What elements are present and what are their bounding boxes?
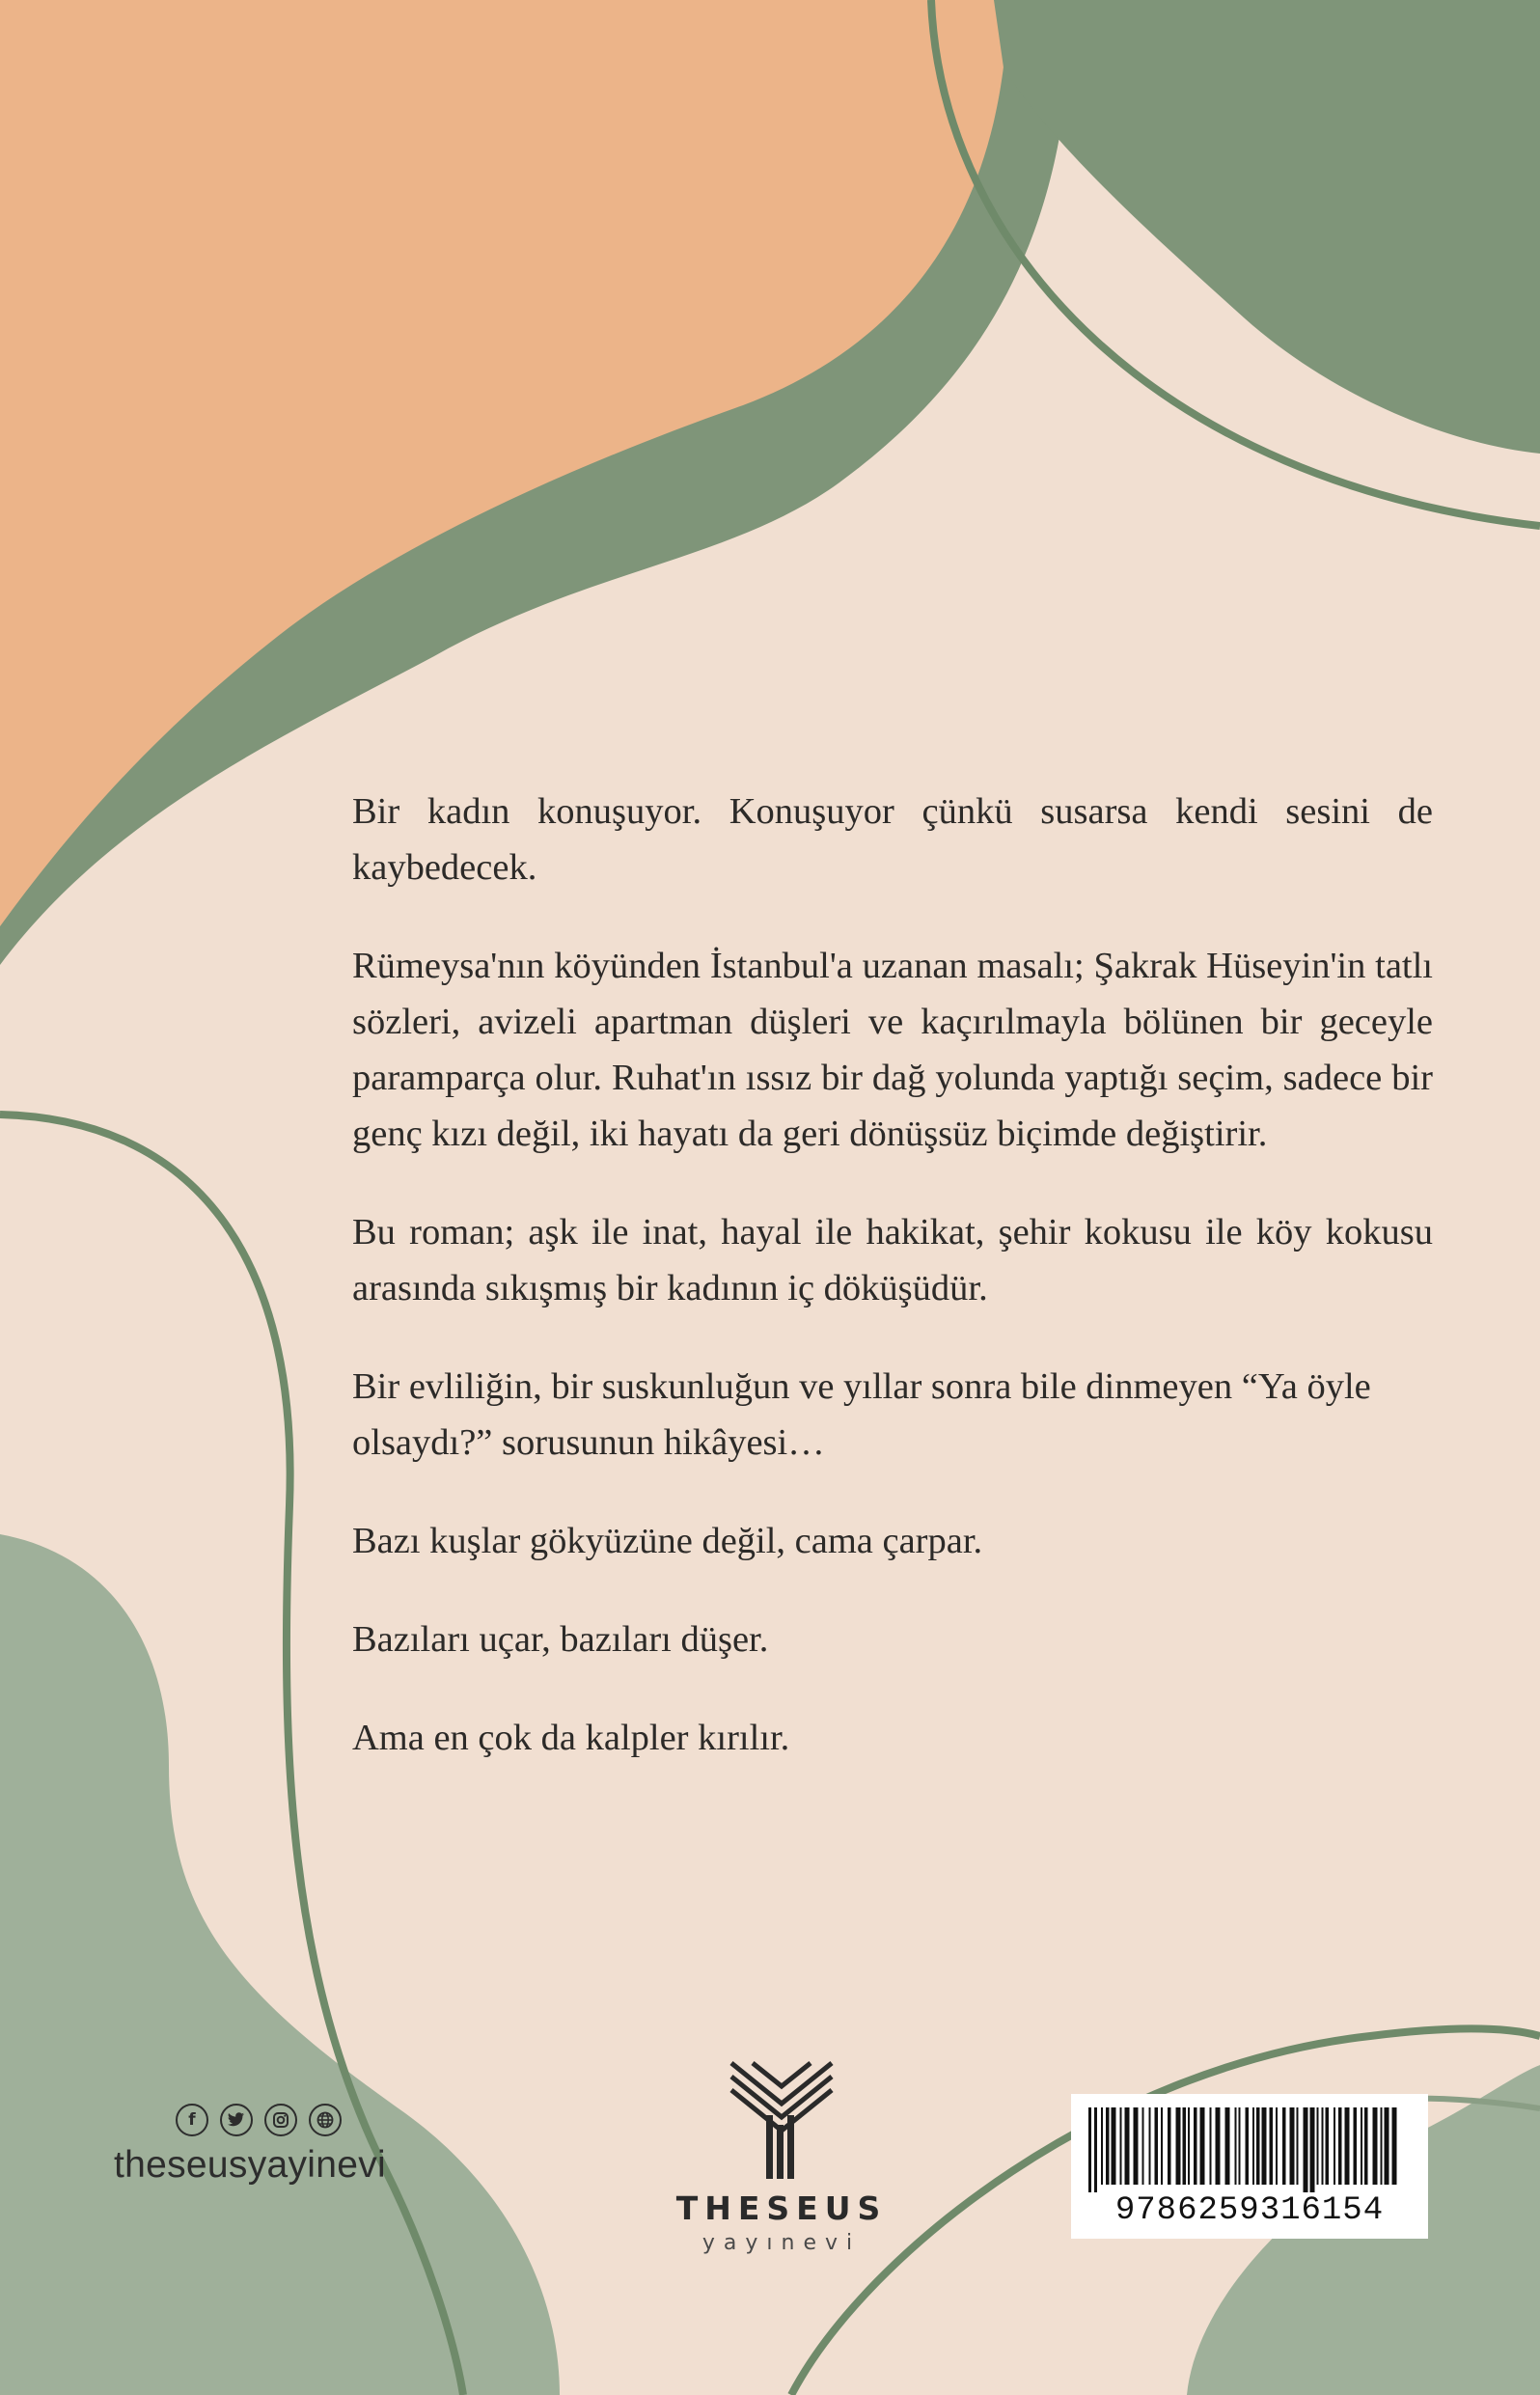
barcode-bar [1310,2107,1315,2192]
social-block [114,2104,442,2187]
barcode-bar [1322,2107,1324,2185]
publisher-name: THESEUS [675,2189,888,2227]
barcode-bar [1235,2107,1237,2185]
isbn-barcode [1071,2094,1428,2239]
barcode-bar [1094,2107,1097,2192]
barcode-bar [1210,2107,1212,2185]
barcode-bar [1276,2107,1278,2185]
instagram-icon [264,2104,297,2136]
barcode-bar [1194,2107,1197,2185]
barcode-bar [1364,2107,1368,2185]
barcode-bar [1334,2107,1335,2185]
barcode-bar [1297,2107,1299,2185]
publisher-logo [637,2055,926,2255]
barcode-bar [1225,2107,1230,2185]
barcode-bar [1200,2107,1205,2185]
barcode-bar [1385,2107,1389,2185]
barcode-bar [1256,2107,1260,2185]
barcode-bar [1112,2107,1116,2185]
barcode-bar [1361,2107,1362,2185]
barcode-bar [1270,2107,1274,2185]
barcode-bar [1088,2107,1091,2192]
barcode-bar [1392,2107,1397,2185]
barcode-bar [1338,2107,1342,2185]
blurb-paragraph-7: Ama en çok da kalpler kırılır. [352,1718,790,1758]
isbn-number: 9786259316154 [1114,2192,1385,2229]
barcode-bar [1155,2107,1159,2185]
barcode-bar [1317,2107,1319,2185]
barcode-bar [1373,2107,1378,2185]
top-right-sage-shape [994,0,1540,454]
blurb-paragraph-1: Bir kadın konuşuyor. Konuşuyor çünkü susarsa kendi sesini de kaybedecek. [352,791,1433,888]
barcode-bar [1345,2107,1350,2185]
globe-icon [309,2104,342,2136]
social-icons [176,2104,442,2136]
barcode-bar [1125,2107,1130,2185]
barcode-bar [1168,2107,1171,2185]
barcode-bar [1252,2107,1254,2185]
blurb-paragraph-3: Bu roman; aşk ile inat, hayal ile hakikat, şehir kokusu ile köy kokusu arasında sıkışmış bir kadının iç döküşüdür. [352,1212,1433,1308]
barcode-bar [1101,2107,1103,2185]
barcode-bar [1134,2107,1139,2185]
theseus-logo-icon [724,2055,839,2181]
barcode-bar [1239,2107,1241,2185]
barcode-bar [1161,2107,1163,2185]
barcode-bar [1216,2107,1221,2185]
twitter-icon [220,2104,253,2136]
barcode-bar [1354,2107,1358,2185]
barcode-bar [1149,2107,1151,2185]
barcode-bar [1304,2107,1308,2192]
blurb-paragraph-4: Bir evliliğin, bir suskunluğun ve yıllar sonra bile dinmeyen “Ya öyle olsaydı?” sorusunun hikâyesi… [352,1366,1371,1463]
barcode-bar [1246,2107,1250,2185]
barcode-bar [1106,2107,1110,2185]
barcode-bar [1176,2107,1181,2185]
blurb-paragraph-2: Rümeysa'nın köyünden İstanbul'a uzanan masalı; Şakrak Hüseyin'in tatlı sözleri, avizeli apartman düşleri ve kaçırılmayla bölünen bir geceyle paramparça olur. Ruhat'ın ıssız bir dağ yolunda yaptığı seçim, sadece bir genç kızı değil, iki hayatı da geri dönüşsüz biçimde değiştirir. [352,946,1433,1154]
barcode-bar [1120,2107,1122,2185]
back-cover-blurb [352,784,1433,1808]
publisher-subtitle: yayınevi [701,2231,862,2255]
barcode-bar [1142,2107,1144,2185]
barcode-bar [1282,2107,1286,2185]
barcode-bar [1381,2107,1383,2185]
barcode-bar [1326,2107,1330,2185]
social-handle: theseusyayinevi [114,2144,386,2186]
barcode-bar [1290,2107,1295,2185]
blurb-paragraph-6: Bazıları uçar, bazıları düşer. [352,1619,769,1660]
blurb-paragraph-5: Bazı kuşlar gökyüzüne değil, cama çarpar. [352,1521,983,1561]
barcode-bar [1262,2107,1267,2185]
barcode-bar [1188,2107,1190,2185]
barcode-bar [1183,2107,1187,2185]
facebook-icon: f [176,2104,208,2136]
barcode-bars [1088,2107,1411,2192]
